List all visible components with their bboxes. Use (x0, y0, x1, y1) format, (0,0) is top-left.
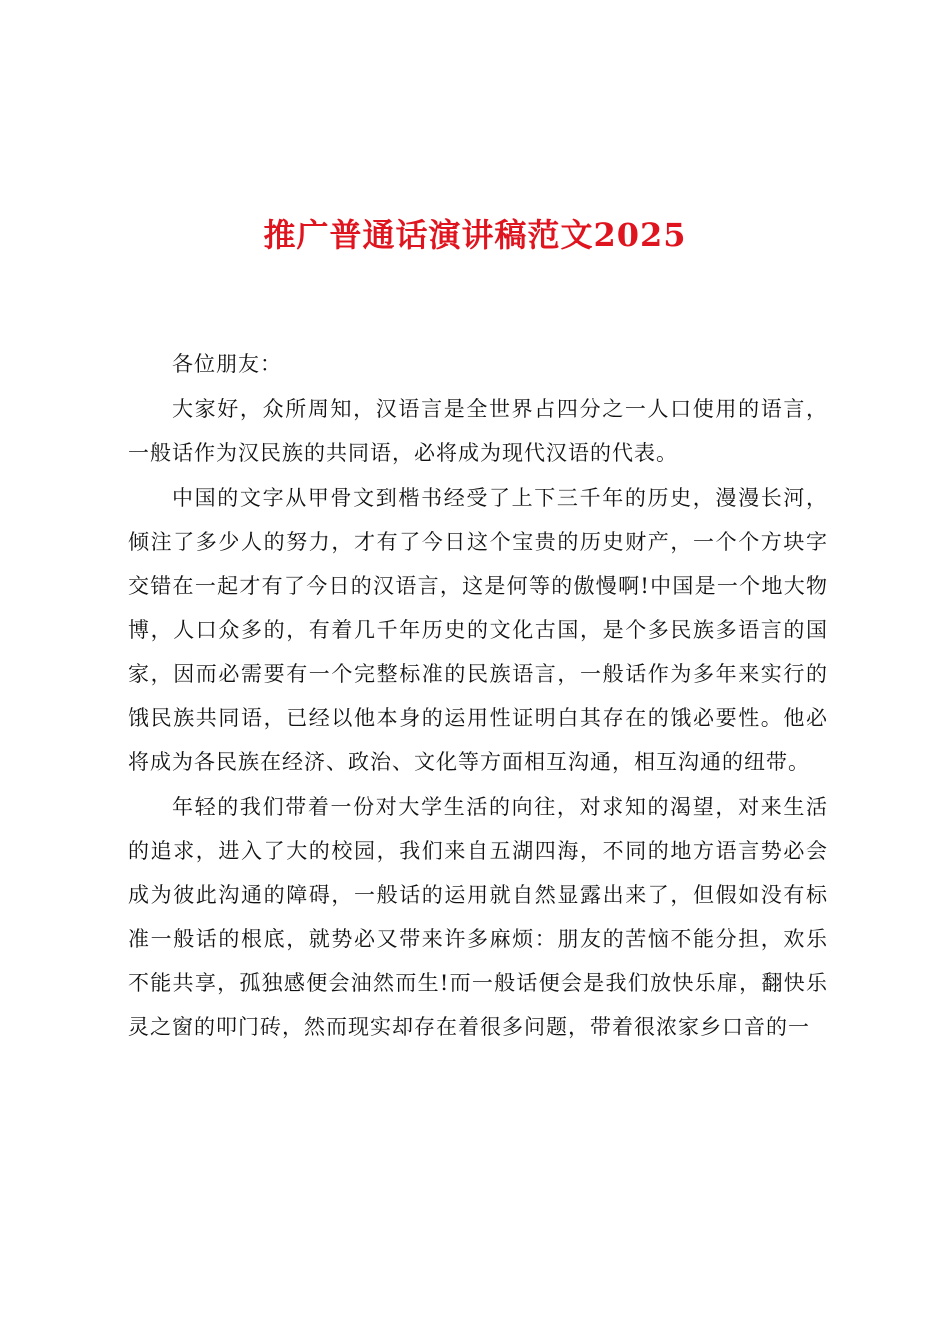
greeting-paragraph: 各位朋友： (172, 352, 282, 376)
body-paragraph: 年轻的我们带着一份对大学生活的向往，对求知的渴望，对来生活的追求，进入了大的校园，我们来自五湖四海，不同的地方语言势必会成为彼此沟通的障碍，一般话的运用就自然显露出来了，但假如没有标准一般话的根底，就势必又带来许多麻烦：朋友的苦恼不能分担，欢乐不能共享，孤独感便会油然而生!而一般话便会是我们放快乐扉，翻快乐灵之窗的叩门砖，然而现实却存在着很多问题，带着很浓家乡口音的一 (128, 795, 828, 1039)
document-body (128, 342, 828, 1049)
body-paragraph: 中国的文字从甲骨文到楷书经受了上下三千年的历史，漫漫长河，倾注了多少人的努力，才有了今日这个宝贵的历史财产，一个个方块字交错在一起才有了今日的汉语言，这是何等的傲慢啊!中国是一个地大物博，人口众多的，有着几千年历史的文化古国，是个多民族多语言的国家，因而必需要有一个完整标准的民族语言，一般话作为多年来实行的饿民族共同语，已经以他本身的运用性证明白其存在的饿必要性。他必将成为各民族在经济、政治、文化等方面相互沟通，相互沟通的纽带。 (128, 486, 828, 774)
body-paragraph: 大家好，众所周知，汉语言是全世界占四分之一人口使用的语言，一般话作为汉民族的共同语，必将成为现代汉语的代表。 (128, 397, 828, 465)
document-title: 推广普通话演讲稿范文2025 (263, 216, 687, 254)
